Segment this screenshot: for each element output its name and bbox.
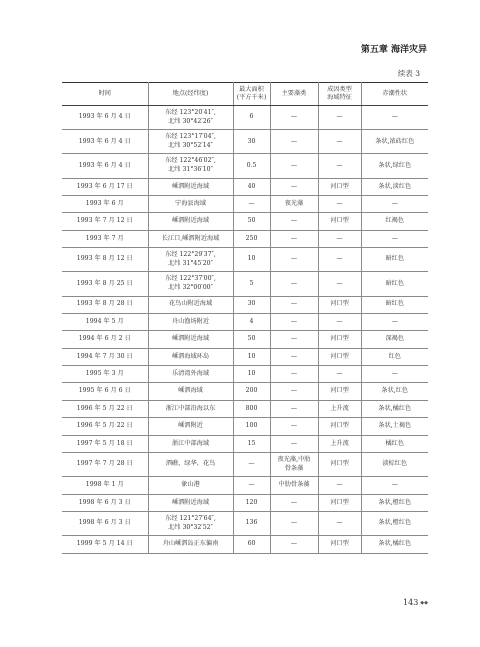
algae-cell: — (270, 435, 318, 452)
area-cell: 250 (233, 230, 270, 247)
location-cell: 东经 122°37′00″, 北纬 32°00′00″ (148, 272, 233, 296)
chapter-header: 第五章 海洋灾异 (360, 45, 427, 55)
type-cell: 河口型 (318, 536, 361, 553)
type-cell: — (318, 195, 361, 212)
character-cell: — (361, 477, 428, 494)
page-footer (0, 598, 428, 607)
algae-cell: — (270, 536, 318, 553)
column-header: 时间 (62, 83, 148, 106)
location-cell: 东经 121°27′64″, 北纬 30°32′52″ (148, 511, 233, 535)
character-cell: — (361, 195, 428, 212)
character-cell: 条状,橘红色 (361, 536, 428, 553)
date-cell: 1995 年 3 月 (62, 366, 148, 383)
character-cell: 暗红色 (361, 248, 428, 272)
type-cell: 河口型 (318, 213, 361, 230)
area-cell: 40 (233, 178, 270, 195)
character-cell: 暗红色 (361, 296, 428, 313)
location-cell: 东经 122°29′37″, 北纬 31°45′20″ (148, 248, 233, 272)
algae-cell: — (270, 383, 318, 400)
table-row (62, 230, 428, 247)
algae-cell: — (270, 418, 318, 435)
location-cell: 舟山嵊泗岛正东偏南 (148, 536, 233, 553)
table-row (62, 213, 428, 230)
date-cell: 1994 年 6 月 2 日 (62, 331, 148, 348)
location-cell: 象山港 (148, 477, 233, 494)
table-row (62, 418, 428, 435)
area-cell: 6 (233, 106, 270, 130)
page-ornament: ◆◆ (420, 600, 428, 606)
location-cell: 嵊泗海域环岛 (148, 348, 233, 365)
area-cell: 100 (233, 418, 270, 435)
character-cell: 条状,绿红色 (361, 154, 428, 178)
algae-cell: — (270, 213, 318, 230)
table-row (62, 296, 428, 313)
character-cell: 条状,浓砖红色 (361, 130, 428, 154)
column-header: 成因类型 海域特征 (318, 83, 361, 106)
area-cell: 15 (233, 435, 270, 452)
character-cell: 橘红色 (361, 435, 428, 452)
type-cell: — (318, 366, 361, 383)
table-row (62, 106, 428, 130)
type-cell: 河口型 (318, 494, 361, 511)
type-cell: — (318, 230, 361, 247)
algae-cell: — (270, 313, 318, 330)
date-cell: 1993 年 7 月 (62, 230, 148, 247)
location-cell: 舟山渔场附近 (148, 313, 233, 330)
type-cell: — (318, 511, 361, 535)
type-cell: 河口型 (318, 348, 361, 365)
type-cell: 上升流 (318, 435, 361, 452)
table-row (62, 366, 428, 383)
table-row (62, 435, 428, 452)
table-row (62, 494, 428, 511)
location-cell: 嵊泗附近 (148, 418, 233, 435)
date-cell: 1997 年 7 月 28 日 (62, 453, 148, 477)
type-cell: — (318, 272, 361, 296)
location-cell: 长江口,嵊泗附近海域 (148, 230, 233, 247)
algae-cell: 中肋骨条藻 (270, 477, 318, 494)
table-body (62, 106, 428, 554)
type-cell: 河口型 (318, 296, 361, 313)
area-cell: 60 (233, 536, 270, 553)
type-cell: — (318, 154, 361, 178)
area-cell: 136 (233, 511, 270, 535)
area-cell: 10 (233, 248, 270, 272)
location-cell: 乐清湾外海域 (148, 366, 233, 383)
location-cell: 花鸟山附近海域 (148, 296, 233, 313)
table-row (62, 195, 428, 212)
algae-cell: 夜光藻 (270, 195, 318, 212)
date-cell: 1993 年 8 月 25 日 (62, 272, 148, 296)
area-cell: 30 (233, 296, 270, 313)
area-cell: 5 (233, 272, 270, 296)
date-cell: 1996 年 5 月 22 日 (62, 400, 148, 417)
table-row (62, 130, 428, 154)
table-row (62, 248, 428, 272)
date-cell: 1998 年 1 月 (62, 477, 148, 494)
table-header-row (62, 83, 428, 106)
type-cell: 河口型 (318, 178, 361, 195)
area-cell: — (233, 477, 270, 494)
date-cell: 1993 年 6 月 17 日 (62, 178, 148, 195)
character-cell: — (361, 230, 428, 247)
date-cell: 1998 年 6 月 3 日 (62, 494, 148, 511)
column-header: 地点(经纬度) (148, 83, 233, 106)
algae-cell: — (270, 400, 318, 417)
algae-cell: — (270, 106, 318, 130)
date-cell: 1993 年 8 月 28 日 (62, 296, 148, 313)
type-cell: 河口型 (318, 331, 361, 348)
type-cell: 河口型 (318, 418, 361, 435)
algae-cell: — (270, 348, 318, 365)
table-row (62, 272, 428, 296)
algae-cell: — (270, 272, 318, 296)
location-cell: 浙江中部海域 (148, 435, 233, 452)
location-cell: 宁海县海域 (148, 195, 233, 212)
algae-cell: — (270, 130, 318, 154)
date-cell: 1993 年 6 月 4 日 (62, 130, 148, 154)
algae-cell: — (270, 230, 318, 247)
date-cell: 1993 年 8 月 12 日 (62, 248, 148, 272)
character-cell: — (361, 366, 428, 383)
area-cell: 0.5 (233, 154, 270, 178)
location-cell: 泗礁、绿华、花鸟 (148, 453, 233, 477)
location-cell: 嵊泗附近海域 (148, 331, 233, 348)
location-cell: 东经 123°20′41″, 北纬 30°42′26″ (148, 106, 233, 130)
date-cell: 1999 年 5 月 14 日 (62, 536, 148, 553)
character-cell: 条状,橙红色 (361, 494, 428, 511)
algae-cell: — (270, 366, 318, 383)
type-cell: — (318, 248, 361, 272)
character-cell: 条状,土褐色 (361, 418, 428, 435)
character-cell: 条状,橘红色 (361, 400, 428, 417)
area-cell: 120 (233, 494, 270, 511)
date-cell: 1994 年 5 月 (62, 313, 148, 330)
location-cell: 东经 123°17′04″, 北纬 30°52′14″ (148, 130, 233, 154)
continued-label: 续表 3 (397, 69, 420, 78)
date-cell: 1995 年 6 月 6 日 (62, 383, 148, 400)
table-row (62, 453, 428, 477)
character-cell: — (361, 106, 428, 130)
character-cell: 条状,红色 (361, 383, 428, 400)
type-cell: 河口型 (318, 453, 361, 477)
algae-cell: — (270, 494, 318, 511)
character-cell: 条状,淡红色 (361, 178, 428, 195)
location-cell: 嵊泗附近海域 (148, 213, 233, 230)
character-cell: 深褐色 (361, 331, 428, 348)
type-cell: 上升流 (318, 400, 361, 417)
type-cell: — (318, 477, 361, 494)
area-cell: 10 (233, 348, 270, 365)
table-row (62, 477, 428, 494)
algae-cell: — (270, 511, 318, 535)
area-cell: 30 (233, 130, 270, 154)
type-cell: 河口型 (318, 383, 361, 400)
column-header: 最大面积 (平方千米) (233, 83, 270, 106)
algae-cell: — (270, 296, 318, 313)
table-row (62, 511, 428, 535)
page-number: 143 (403, 598, 419, 607)
table-row (62, 331, 428, 348)
area-cell: 200 (233, 383, 270, 400)
table-row (62, 313, 428, 330)
area-cell: — (233, 453, 270, 477)
type-cell: — (318, 106, 361, 130)
date-cell: 1993 年 6 月 (62, 195, 148, 212)
date-cell: 1997 年 5 月 18 日 (62, 435, 148, 452)
character-cell: 条状,橙红色 (361, 511, 428, 535)
area-cell: 50 (233, 213, 270, 230)
table-row (62, 383, 428, 400)
character-cell: 暗红色 (361, 272, 428, 296)
date-cell: 1994 年 7 月 30 日 (62, 348, 148, 365)
table-row (62, 400, 428, 417)
table-row (62, 536, 428, 553)
date-cell: 1996 年 5 月 22 日 (62, 418, 148, 435)
location-cell: 浙江中部沿海以东 (148, 400, 233, 417)
area-cell: 4 (233, 313, 270, 330)
algae-cell: — (270, 178, 318, 195)
character-cell: — (361, 313, 428, 330)
algae-cell: — (270, 154, 318, 178)
table-row (62, 178, 428, 195)
algae-cell: 夜光藻,中肋 骨条藻 (270, 453, 318, 477)
area-cell: — (233, 195, 270, 212)
table-row (62, 348, 428, 365)
character-cell: 红褐色 (361, 213, 428, 230)
location-cell: 东经 122°46′02″, 北纬 31°36′10″ (148, 154, 233, 178)
area-cell: 50 (233, 331, 270, 348)
area-cell: 10 (233, 366, 270, 383)
area-cell: 800 (233, 400, 270, 417)
algae-cell: — (270, 248, 318, 272)
column-header: 赤潮性状 (361, 83, 428, 106)
location-cell: 嵊泗附近海域 (148, 178, 233, 195)
date-cell: 1993 年 6 月 4 日 (62, 106, 148, 130)
date-cell: 1993 年 7 月 12 日 (62, 213, 148, 230)
location-cell: 嵊泗附近海域 (148, 494, 233, 511)
red-tide-table (62, 82, 428, 554)
column-header: 主要藻类 (270, 83, 318, 106)
type-cell: — (318, 313, 361, 330)
table-row (62, 154, 428, 178)
type-cell: — (318, 130, 361, 154)
date-cell: 1998 年 6 月 3 日 (62, 511, 148, 535)
location-cell: 嵊泗海域 (148, 383, 233, 400)
date-cell: 1993 年 6 月 4 日 (62, 154, 148, 178)
algae-cell: — (270, 331, 318, 348)
character-cell: 红色 (361, 348, 428, 365)
character-cell: 淡棕红色 (361, 453, 428, 477)
